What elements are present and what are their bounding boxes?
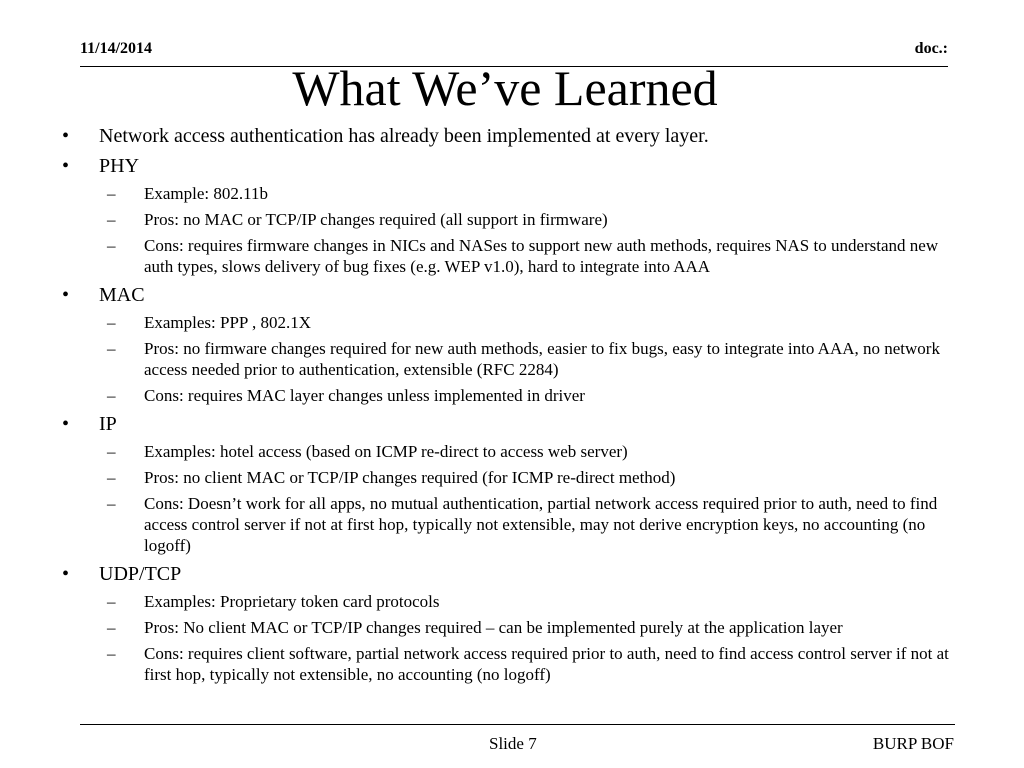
bullet-text: IP (99, 413, 117, 435)
sub-bullet-item (107, 385, 952, 406)
sub-bullet-item (107, 338, 952, 380)
sub-bullet-marker: – (107, 644, 116, 663)
sub-bullet-text: Examples: PPP , 802.1X (144, 313, 312, 332)
sub-bullet-marker: – (107, 442, 116, 461)
bullet-text: PHY (99, 155, 140, 177)
footer-rule (80, 724, 955, 725)
bullet-item (62, 125, 952, 148)
sub-bullet-text: Pros: No client MAC or TCP/IP changes required – can be implemented purely at the application layer (144, 618, 843, 637)
sub-bullet-text: Cons: requires client software, partial network access required prior to auth, need to find access control server if not at first hop, typically not extensible, no accounting (no logoff) (144, 644, 949, 684)
sub-bullet-text: Cons: requires firmware changes in NICs and NASes to support new auth methods, requires NAS to understand new auth types, slows delivery of bug fixes (e.g. WEP v1.0), hard to integrate into AAA (144, 236, 939, 276)
header-date: 11/14/2014 (80, 40, 153, 57)
sub-bullet-text: Pros: no firmware changes required for new auth methods, easier to fix bugs, easy to integrate into AAA, no network access needed prior to authentication, extensible (RFC 2284) (144, 339, 940, 379)
sub-bullet-marker: – (107, 210, 116, 229)
bullet-marker: • (62, 563, 70, 585)
sub-bullet-marker: – (107, 618, 116, 637)
bullet-item-mac (62, 284, 952, 307)
sub-bullet-marker: – (107, 468, 116, 487)
sub-bullet-marker: – (107, 494, 116, 513)
bullet-text: MAC (99, 284, 145, 306)
bullet-marker: • (62, 413, 70, 435)
sub-bullet-item (107, 617, 952, 638)
sub-bullet-marker: – (107, 386, 116, 405)
sub-bullet-item (107, 441, 952, 462)
slide-number: Slide 7 (489, 734, 537, 753)
header-doc: doc.: (914, 40, 948, 57)
sub-bullet-marker: – (107, 339, 116, 358)
sub-bullet-marker: – (107, 184, 116, 203)
sub-bullet-text: Pros: no MAC or TCP/IP changes required (all support in firmware) (144, 210, 608, 229)
sub-bullet-text: Examples: Proprietary token card protocols (144, 592, 440, 611)
footer-org: BURP BOF (872, 734, 954, 753)
sub-bullet-item (107, 312, 952, 333)
sub-bullet-marker: – (107, 313, 116, 332)
bullet-list (62, 125, 952, 685)
sub-bullet-item (107, 643, 952, 685)
sub-bullet-text: Pros: no client MAC or TCP/IP changes required (for ICMP re-direct method) (144, 468, 676, 487)
sub-bullet-text: Example: 802.11b (144, 184, 269, 203)
bullet-text: UDP/TCP (99, 563, 182, 585)
bullet-item-ip (62, 413, 952, 436)
sub-bullet-marker: – (107, 236, 116, 255)
bullet-marker: • (62, 284, 70, 306)
slide-title: What We’ve Learned (292, 60, 718, 116)
sub-bullet-item (107, 493, 952, 556)
sub-bullet-marker: – (107, 592, 116, 611)
sub-bullet-item (107, 591, 952, 612)
sub-bullet-item (107, 467, 952, 488)
bullet-marker: • (62, 155, 70, 177)
bullet-item-phy (62, 155, 952, 178)
bullet-marker: • (62, 125, 70, 147)
sub-bullet-text: Examples: hotel access (based on ICMP re-direct to access web server) (144, 442, 628, 461)
sub-bullet-item (107, 235, 952, 277)
sub-bullet-text: Cons: Doesn’t work for all apps, no mutual authentication, partial network access required prior to auth, need to find access control server if not at first hop, typically not extensible, may not derive encryption keys, no accounting (no logoff) (144, 494, 938, 555)
sub-bullet-text: Cons: requires MAC layer changes unless implemented in driver (144, 386, 585, 405)
bullet-item-udp-tcp (62, 563, 952, 586)
bullet-text: Network access authentication has already been implemented at every layer. (99, 125, 709, 147)
sub-bullet-item (107, 209, 952, 230)
sub-bullet-item (107, 183, 952, 204)
